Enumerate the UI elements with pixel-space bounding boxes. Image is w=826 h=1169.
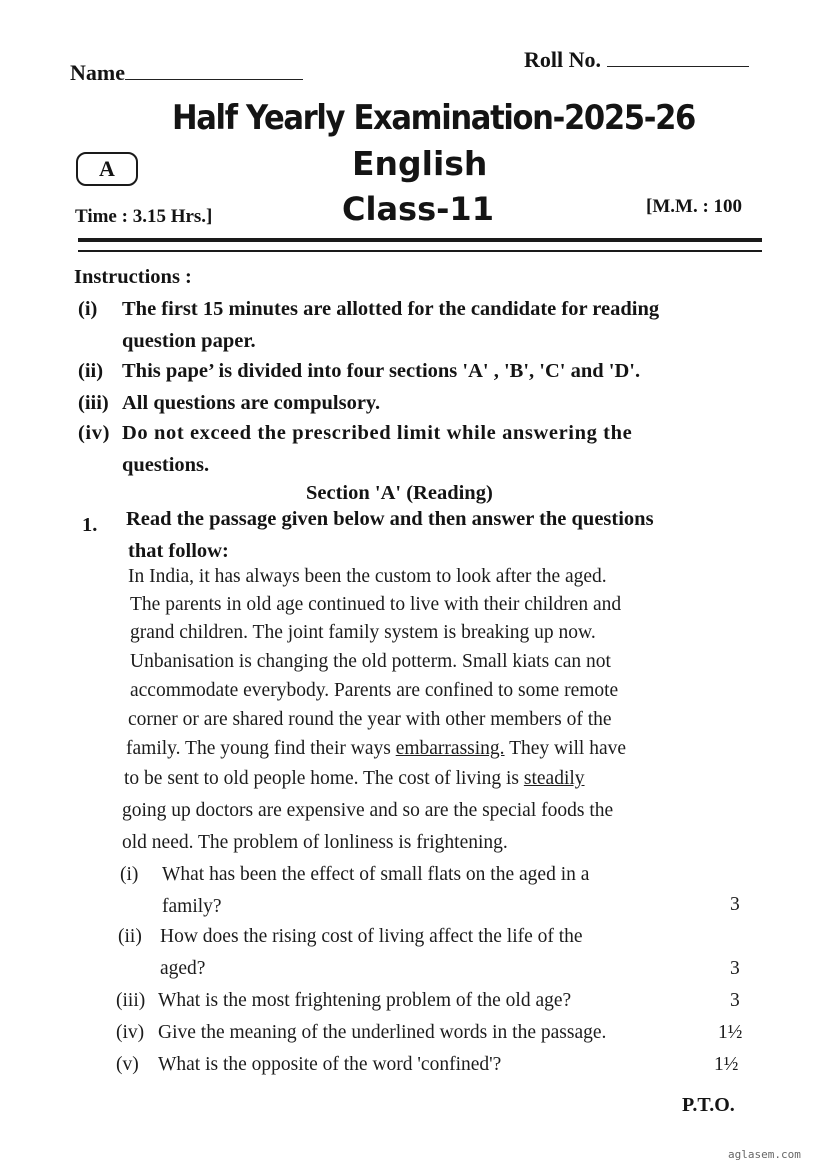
passage-line: accommodate everybody. Parents are confined to some remote [130, 680, 619, 701]
sub-question-text: What is the opposite of the word 'confined'? [158, 1054, 502, 1075]
sub-question-continued: aged? [160, 958, 206, 979]
roll-no-field [524, 47, 749, 73]
passage-line [124, 768, 585, 790]
passage-line: corner or are shared round the year with other members of the [128, 709, 612, 730]
name-field [70, 60, 303, 86]
marks: 3 [730, 894, 740, 915]
class-title: Class-11 [342, 190, 494, 228]
sub-question-text: What has been the effect of small flats on the aged in a [162, 864, 590, 885]
section-a-heading: Section 'A' (Reading) [306, 482, 493, 504]
instruction-text: All questions are compulsory. [122, 392, 381, 414]
sub-question-continued: family? [162, 896, 222, 917]
sub-question-text: Give the meaning of the underlined words in the passage. [158, 1022, 607, 1043]
instructions-heading: Instructions : [74, 266, 192, 288]
instruction-continued: question paper. [122, 330, 256, 352]
sub-question-number: (iii) [116, 990, 146, 1011]
question-1-number: 1. [82, 514, 98, 536]
roll-no-label: Roll No. [524, 47, 601, 72]
sub-question-text: How does the rising cost of living affect the life of the [160, 926, 583, 947]
instruction-continued: questions. [122, 454, 210, 476]
subject-title: English [352, 144, 488, 183]
passage-line: grand children. The joint family system is breaking up now. [130, 622, 596, 643]
sub-question [116, 1054, 501, 1076]
instruction-number: (ii) [78, 360, 104, 382]
underlined-word: embarrassing. [395, 738, 505, 759]
sub-question-number: (v) [116, 1054, 139, 1075]
passage-line: old need. The problem of lonliness is frightening. [122, 832, 508, 853]
instruction-item [78, 298, 659, 321]
question-1-text-continued: that follow: [128, 540, 229, 562]
sub-question-number: (i) [120, 864, 139, 885]
sub-question-number: (iv) [116, 1022, 145, 1043]
sub-question-text: What is the most frightening problem of the old age? [158, 990, 572, 1011]
marks: 1½ [714, 1054, 739, 1075]
passage-text: to be sent to old people home. The cost of living is [124, 768, 524, 789]
name-blank[interactable] [125, 63, 303, 80]
passage-line: The parents in old age continued to live with their children and [130, 594, 622, 615]
instruction-item [78, 360, 640, 383]
max-marks: [M.M. : 100 [646, 196, 743, 217]
watermark: aglasem.com [728, 1148, 801, 1161]
sub-question-number: (ii) [118, 926, 142, 947]
instruction-number: (iii) [78, 392, 109, 414]
sub-question [116, 990, 571, 1012]
name-label: Name [70, 60, 125, 85]
instruction-text: The first 15 minutes are allotted for the candidate for reading [122, 298, 660, 320]
roll-no-blank[interactable] [607, 50, 749, 67]
time-allowed: Time : 3.15 Hrs.] [75, 206, 213, 227]
question-1-text: Read the passage given below and then answer the questions [126, 508, 654, 530]
passage-line: In India, it has always been the custom to look after the aged. [128, 566, 607, 587]
instruction-text: This pape’ is divided into four sections 'A' , 'B', 'C' and 'D'. [122, 360, 641, 382]
passage-line: Unbanisation is changing the old potterm. Small kiats can not [130, 651, 611, 672]
passage-line: going up doctors are expensive and so are the special foods the [122, 800, 614, 821]
header-divider-thick [78, 238, 762, 242]
set-code-box: A [76, 152, 138, 186]
sub-question [118, 926, 583, 948]
marks: 3 [730, 958, 740, 979]
underlined-word: steadily [523, 768, 585, 789]
instruction-item [78, 392, 380, 415]
sub-question [120, 864, 589, 886]
instruction-number: (iv) [78, 422, 110, 444]
instruction-number: (i) [78, 298, 98, 320]
marks: 3 [730, 990, 740, 1011]
passage-line [126, 738, 626, 760]
header-divider-thin [78, 250, 762, 252]
passage-text: They will have [504, 738, 627, 759]
exam-title: Half Yearly Examination-2025-26 [172, 98, 695, 138]
marks: 1½ [718, 1022, 743, 1043]
sub-question [116, 1022, 606, 1044]
instruction-text: Do not exceed the prescribed limit while answering the [122, 422, 633, 444]
passage-text: family. The young find their ways [126, 738, 396, 759]
page-turn-over: P.T.O. [682, 1094, 735, 1116]
instruction-item [78, 422, 632, 445]
